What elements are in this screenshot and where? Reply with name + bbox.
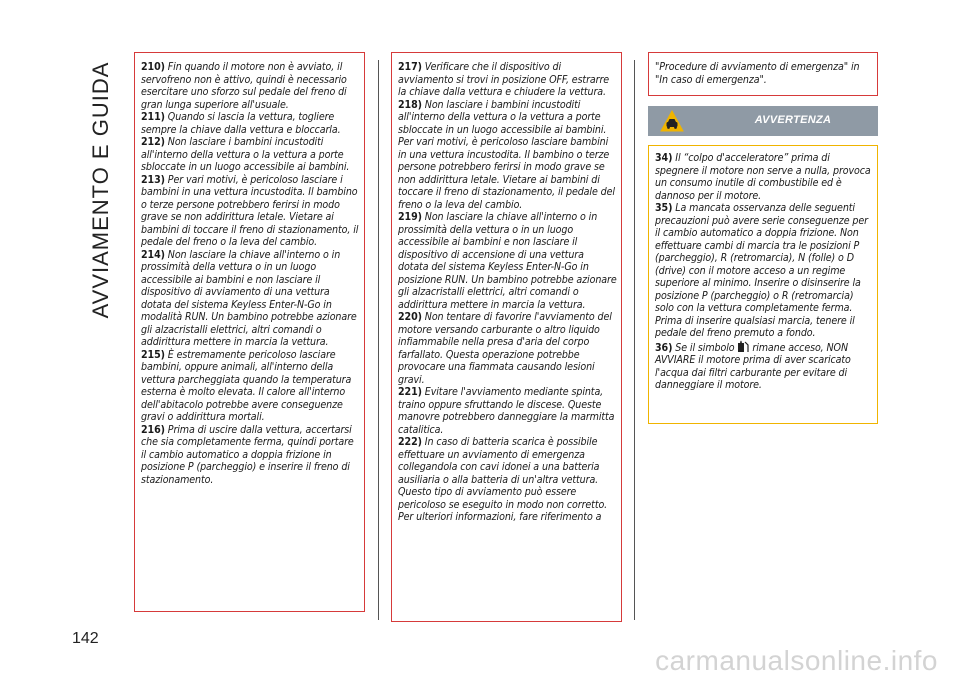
warning-title: AVVERTENZA bbox=[754, 114, 832, 126]
warning-item-35: 35) La mancata osservanza delle seguenti precauzioni può avere serie conseguenze per il cambio automatico a doppia frizione. Non effettuare cambi di marcia tra le posizioni P (parcheggio), R (retromarcia), N (folle) o D (drive) con il motore acceso a un regime superiore al minimo. Inserire o disinserire la posizione P (parcheggio) o R (retromarcia) solo con la vettura completamente ferma. Prima di inserire qualsiasi marcia, tenere il pedale del freno premuto a fondo. bbox=[655, 202, 868, 339]
note-219: 219) Non lasciare la chiave all'interno o in prossimità della vettura o in un luogo accessibile ai bambini e non lasciare il dispositivo di accensione di una vettura dotata del sistema Keyless Enter-N-Go in posizione RUN. Un bambino potrebbe azionare gli alzacristalli elettrici, altri comandi o addirittura mettere in marcia la vettura. bbox=[398, 211, 617, 311]
note-210: 210) Fin quando il motore non è avviato, il servofreno non è attivo, quindi è necessario esercitare uno sforzo sul pedale del freno di gran lunga superiore all'usuale. bbox=[141, 61, 347, 111]
car-warning-icon bbox=[660, 110, 684, 132]
column-separator bbox=[378, 60, 379, 620]
note-220: 220) Non tentare di favorire l'avviamento del motore versando carburante o altro liquido infiammabile nella presa d'aria del corpo farfallato. Questa operazione potrebbe provocare una fiammata causando lesioni gravi. bbox=[398, 311, 612, 386]
note-213: 213) Per vari motivi, è pericoloso lasciare i bambini in una vettura incustodita. Il bambino o terze persone potrebbero ferirsi in modo grave se non addirittura letale. Vietare ai bambini di toccare il freno di stazionamento, il pedale del freno o la leva del cambio. bbox=[141, 173, 359, 248]
notes-box-column-1 bbox=[134, 52, 365, 612]
note-212: 212) Non lasciare i bambini incustoditi all'interno della vettura o la vettura a porte sbloccate in un luogo accessibile ai bambini. bbox=[141, 136, 350, 173]
note-211: 211) Quando si lascia la vettura, togliere sempre la chiave dalla vettura e bloccarla. bbox=[141, 111, 341, 136]
note-222: 222) In caso di batteria scarica è possibile effettuare un avviamento di emergenza collegandola con cavi idonei a una batteria ausiliaria o alla batteria di un'altra vettura. Questo tipo di avviamento può essere pericoloso se eseguito in modo non corretto. Per ulteriori informazioni, fare riferimento a bbox=[398, 436, 608, 523]
section-title bbox=[78, 61, 124, 319]
fuel-filter-water-icon bbox=[737, 340, 749, 353]
page-number: 142 bbox=[72, 630, 99, 647]
note-218: 218) Non lasciare i bambini incustoditi all'interno della vettura o la vettura a porte sbloccate in un luogo accessibile ai bambini. Per vari motivi, è pericoloso lasciare bambini in una vettura incustodita. Il bambino o terze persone potrebbero ferirsi in modo grave se non addirittura letale. Vietare ai bambini di toccare il freno di stazionamento, il pedale del freno o la leva del cambio. bbox=[398, 98, 615, 211]
note-217: 217) Verificare che il dispositivo di avviamento si trovi in posizione OFF, estrarre la chiave dalla vettura e chiudere la vettura. bbox=[398, 61, 610, 98]
note-215: 215) È estremamente pericoloso lasciare bambini, oppure animali, all'interno della vettura parcheggiata quando la temperatura esterna è molto elevata. Il calore all'interno dell'abitacolo potrebbe avere conseguenze gravi o addirittura mortali. bbox=[141, 348, 352, 423]
section-title-text: AVVIAMENTO E GUIDA bbox=[88, 61, 113, 319]
note-214: 214) Non lasciare la chiave all'interno o in prossimità della vettura o in un luogo accessibile ai bambini e non lasciare il dispositivo di avviamento di una vettura dotata del sistema Keyless Enter-N-Go in modalità RUN. Un bambino potrebbe azionare gli alzacristalli elettrici, altri comandi o addirittura mettere in marcia la vettura. bbox=[141, 248, 357, 348]
notes-box-column-3 bbox=[648, 52, 878, 96]
warning-header bbox=[648, 106, 878, 136]
warning-box bbox=[648, 145, 878, 424]
note-216: 216) Prima di uscire dalla vettura, accertarsi che sia completamente ferma, quindi portare il cambio automatico a doppia frizione in posizione P (parcheggio) e inserire il freno di stazionamento. bbox=[141, 423, 354, 486]
warning-item-34: 34) Il “colpo d'acceleratore” prima di spegnere il motore non serve a nulla, provoca un consumo inutile di combustibile ed è dannoso per il motore. bbox=[655, 152, 871, 202]
note-222-continuation: "Procedure di avviamento di emergenza" in "In caso di emergenza". bbox=[655, 61, 860, 86]
notes-box-column-2 bbox=[391, 52, 622, 622]
warning-item-36: 36) Se il simbolo rimane acceso, NON AVVIARE il motore prima di aver scaricato l'acqua dai filtri carburante per evitare di danneggiare il motore. bbox=[655, 341, 851, 391]
watermark: carmanualsonline.info bbox=[655, 645, 938, 676]
column-separator bbox=[634, 60, 635, 620]
note-221: 221) Evitare l'avviamento mediante spinta, traino oppure sfruttando le discese. Queste manovre potrebbero danneggiare la marmitta catalitica. bbox=[398, 386, 615, 436]
